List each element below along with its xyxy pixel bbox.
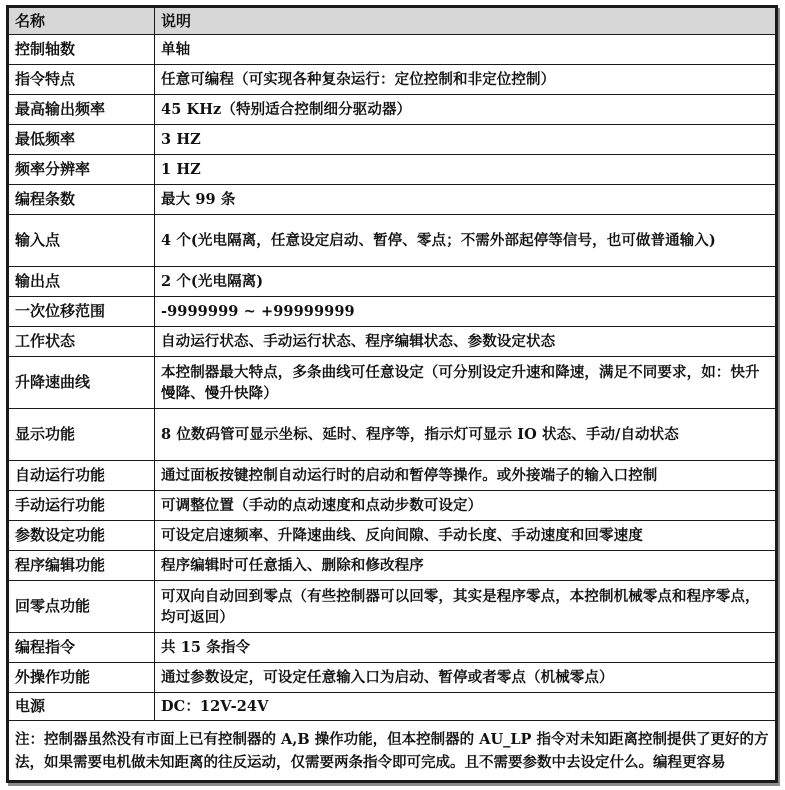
table-row — [9, 581, 776, 633]
row-name: 自动运行功能 — [9, 461, 155, 491]
row-description: 通过参数设定，可设定任意输入口为启动、暂停或者零点（机械零点） — [155, 663, 776, 693]
row-description: 任意可编程（可实现各种复杂运行：定位控制和非定位控制） — [155, 65, 776, 95]
row-name: 输出点 — [9, 267, 155, 297]
row-name: 回零点功能 — [9, 581, 155, 633]
table-row — [9, 357, 776, 409]
row-description: 4 个(光电隔离，任意设定启动、暂停、零点；不需外部起停等信号，也可做普通输入) — [155, 215, 776, 267]
row-name: 显示功能 — [9, 409, 155, 461]
note-row — [9, 721, 776, 781]
row-description: DC：12V-24V — [155, 693, 776, 721]
row-description: 2 个(光电隔离) — [155, 267, 776, 297]
row-description: 8 位数码管可显示坐标、延时、程序等，指示灯可显示 IO 状态、手动/自动状态 — [155, 409, 776, 461]
row-description: 程序编辑时可任意插入、删除和修改程序 — [155, 551, 776, 581]
row-name: 手动运行功能 — [9, 491, 155, 521]
row-description: -9999999 ~ +99999999 — [155, 297, 776, 327]
row-name: 编程指令 — [9, 633, 155, 663]
row-description: 45 KHz（特别适合控制细分驱动器） — [155, 95, 776, 125]
table-row — [9, 551, 776, 581]
table-row — [9, 327, 776, 357]
row-name: 升降速曲线 — [9, 357, 155, 409]
header-description: 说明 — [155, 8, 776, 35]
row-name: 程序编辑功能 — [9, 551, 155, 581]
row-name: 频率分辨率 — [9, 155, 155, 185]
footnote: 注：控制器虽然没有市面上已有控制器的 A,B 操作功能，但本控制器的 AU_LP 指令对未知距离控制提供了更好的方法，如果需要电机做未知距离的往反运动，仅需要两条指令即可完成。且不需要参数中去设定什么。编程更容易 — [9, 721, 776, 781]
row-description: 单轴 — [155, 35, 776, 65]
row-name: 最低频率 — [9, 125, 155, 155]
table-row — [9, 409, 776, 461]
spec-table — [8, 7, 776, 781]
table-row — [9, 521, 776, 551]
table-row — [9, 663, 776, 693]
row-name: 外操作功能 — [9, 663, 155, 693]
table-row — [9, 633, 776, 663]
table-row — [9, 185, 776, 215]
row-name: 一次位移范围 — [9, 297, 155, 327]
table-row — [9, 297, 776, 327]
table-row — [9, 35, 776, 65]
row-description: 本控制器最大特点，多条曲线可任意设定（可分别设定升速和降速，满足不同要求，如：快升慢降、慢升快降） — [155, 357, 776, 409]
spec-table-frame — [6, 5, 778, 783]
row-description: 可设定启速频率、升降速曲线、反向间隙、手动长度、手动速度和回零速度 — [155, 521, 776, 551]
row-name: 参数设定功能 — [9, 521, 155, 551]
row-description: 3 HZ — [155, 125, 776, 155]
row-name: 编程条数 — [9, 185, 155, 215]
header-name: 名称 — [9, 8, 155, 35]
row-description: 1 HZ — [155, 155, 776, 185]
table-row — [9, 125, 776, 155]
table-row — [9, 95, 776, 125]
table-header-row — [9, 8, 776, 35]
row-name: 电源 — [9, 693, 155, 721]
table-row — [9, 267, 776, 297]
row-name: 控制轴数 — [9, 35, 155, 65]
row-description: 共 15 条指令 — [155, 633, 776, 663]
row-name: 输入点 — [9, 215, 155, 267]
table-row — [9, 215, 776, 267]
table-row — [9, 461, 776, 491]
row-name: 最高输出频率 — [9, 95, 155, 125]
row-description: 可调整位置（手动的点动速度和点动步数可设定） — [155, 491, 776, 521]
row-description: 通过面板按键控制自动运行时的启动和暂停等操作。或外接端子的输入口控制 — [155, 461, 776, 491]
row-description: 最大 99 条 — [155, 185, 776, 215]
table-row — [9, 65, 776, 95]
row-description: 可双向自动回到零点（有些控制器可以回零，其实是程序零点，本控制机械零点和程序零点，均可返回） — [155, 581, 776, 633]
row-description: 自动运行状态、手动运行状态、程序编辑状态、参数设定状态 — [155, 327, 776, 357]
row-name: 工作状态 — [9, 327, 155, 357]
row-name: 指令特点 — [9, 65, 155, 95]
table-row — [9, 491, 776, 521]
table-row — [9, 155, 776, 185]
table-row — [9, 693, 776, 721]
